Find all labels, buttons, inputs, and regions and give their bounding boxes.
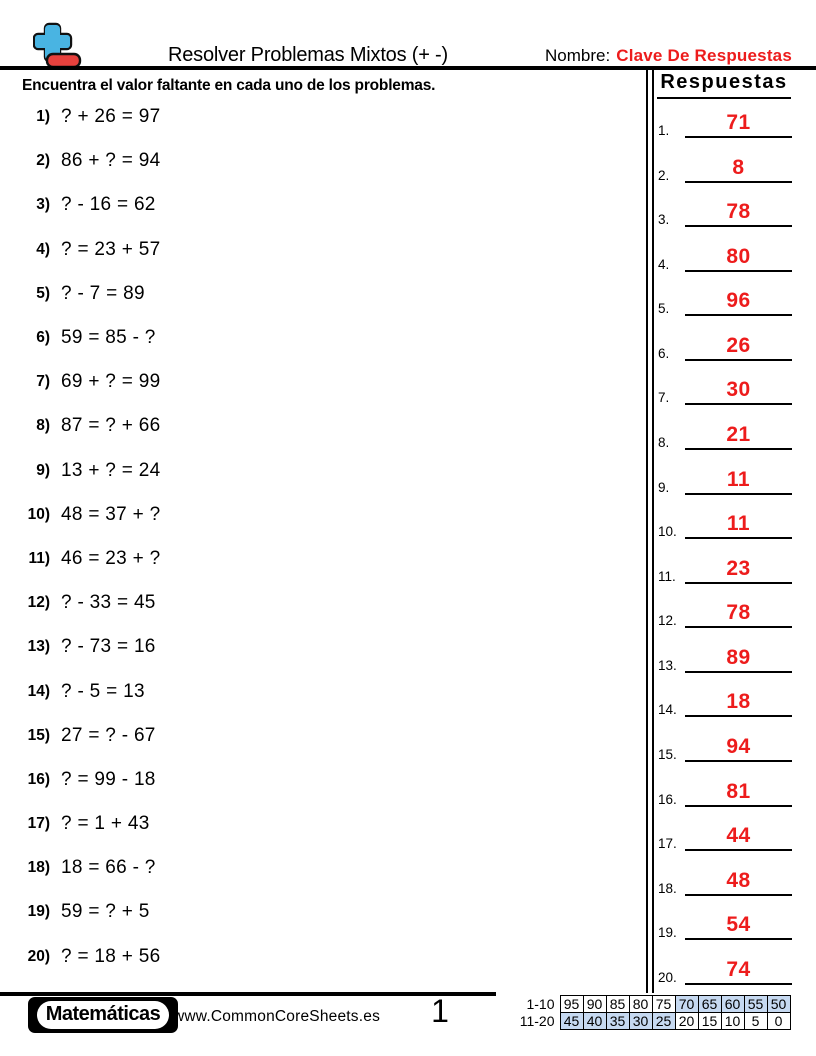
problems-list (0, 95, 620, 979)
answer-blank-line (685, 290, 792, 316)
answer-number: 4. (658, 256, 670, 272)
problem-row (0, 228, 620, 272)
answer-value: 26 (726, 333, 751, 357)
answer-blank-line (685, 469, 792, 495)
answer-number: 8. (658, 435, 670, 451)
score-cell: 80 (629, 996, 652, 1013)
problem-number: 7) (36, 373, 50, 391)
answer-row (652, 183, 802, 228)
answer-number: 15. (658, 747, 677, 763)
answer-row (652, 940, 802, 985)
problem-number: 8) (36, 417, 50, 435)
answer-number: 11. (658, 568, 676, 584)
website-url: www.CommonCoreSheets.es (173, 1008, 381, 1025)
problem-number: 17) (27, 815, 50, 833)
problem-row (0, 404, 620, 448)
answer-row (652, 628, 802, 673)
answer-value: 21 (726, 423, 751, 447)
answer-value: 89 (726, 645, 751, 669)
answer-value: 71 (726, 110, 751, 134)
problem-equation: ? - 5 = 13 (61, 680, 145, 702)
answer-blank-line (685, 736, 792, 762)
problem-number: 9) (36, 461, 50, 479)
answer-row (652, 495, 802, 540)
problem-row (0, 802, 620, 846)
problem-number: 10) (27, 505, 50, 523)
problem-number: 16) (27, 770, 50, 788)
score-grid-row-label: 11-20 (519, 1013, 555, 1029)
problem-equation: ? = 23 + 57 (61, 238, 161, 260)
answer-blank-line (685, 691, 792, 717)
score-grid-row-2 (494, 1013, 790, 1030)
answer-value: 44 (726, 824, 751, 848)
answer-row (652, 361, 802, 406)
answers-list (652, 93, 802, 985)
problem-row (0, 449, 620, 493)
problem-row (0, 493, 620, 537)
problem-row (0, 183, 620, 227)
answer-row (652, 584, 802, 629)
answer-value: 78 (726, 200, 751, 224)
answer-row (652, 93, 802, 138)
problem-row (0, 669, 620, 713)
answer-blank-line (685, 246, 792, 272)
answer-number: 19. (658, 925, 677, 941)
answer-value: 8 (732, 155, 745, 179)
score-cell: 85 (606, 996, 629, 1013)
problem-equation: ? = 1 + 43 (61, 813, 150, 835)
score-cell: 35 (606, 1013, 629, 1030)
name-block (545, 46, 792, 66)
problem-equation: 13 + ? = 24 (61, 459, 161, 481)
answer-row (652, 896, 802, 941)
instructions: Encuentra el valor faltante en cada uno de los problemas. (22, 77, 436, 94)
problem-number: 11) (28, 549, 50, 567)
score-cell: 50 (767, 996, 790, 1013)
answer-blank-line (685, 157, 792, 183)
answer-row (652, 272, 802, 317)
problem-row (0, 316, 620, 360)
answer-row (652, 673, 802, 718)
problem-row (0, 846, 620, 890)
problem-number: 3) (36, 196, 50, 214)
answer-value: 80 (726, 244, 751, 268)
problem-number: 1) (36, 108, 50, 126)
score-cell: 25 (652, 1013, 675, 1030)
answer-number: 20. (658, 969, 677, 985)
brand-label: Matemáticas (37, 1001, 170, 1029)
answer-row (652, 807, 802, 852)
answer-blank-line (685, 914, 792, 940)
answer-number: 5. (658, 301, 670, 317)
answer-value: 54 (726, 913, 751, 937)
score-cell: 45 (560, 1013, 583, 1030)
answer-blank-line (685, 959, 792, 985)
header-rule (0, 66, 816, 70)
problem-equation: 86 + ? = 94 (61, 150, 161, 172)
answer-number: 3. (658, 212, 670, 228)
answer-value: 11 (726, 467, 751, 491)
answer-row (652, 405, 802, 450)
answer-row (652, 450, 802, 495)
answer-number: 18. (658, 880, 677, 896)
problem-row (0, 139, 620, 183)
answer-blank-line (685, 335, 792, 361)
answer-blank-line (685, 602, 792, 628)
problem-row (0, 758, 620, 802)
score-cell: 20 (675, 1013, 698, 1030)
problem-equation: 46 = 23 + ? (61, 547, 161, 569)
answer-value: 23 (726, 556, 751, 580)
answer-blank-line (685, 112, 792, 138)
problem-number: 19) (27, 903, 50, 921)
problem-number: 15) (27, 726, 50, 744)
problem-row (0, 272, 620, 316)
answer-value: 94 (726, 735, 751, 759)
answer-row (652, 138, 802, 183)
answer-number: 9. (658, 479, 670, 495)
answer-number: 6. (658, 345, 670, 361)
score-cell: 15 (698, 1013, 721, 1030)
answer-number: 7. (658, 390, 670, 406)
problem-row (0, 95, 620, 139)
problem-equation: 18 = 66 - ? (61, 857, 156, 879)
page-title: Resolver Problemas Mixtos (+ -) (168, 44, 448, 66)
answer-blank-line (685, 781, 792, 807)
answer-blank-line (685, 513, 792, 539)
answer-row (652, 717, 802, 762)
name-label: Nombre: (545, 46, 611, 65)
problem-equation: 69 + ? = 99 (61, 371, 161, 393)
problem-number: 20) (27, 947, 50, 965)
answers-header: Respuestas (657, 71, 790, 99)
problem-row (0, 360, 620, 404)
page-number: 1 (431, 993, 449, 1029)
answer-value: 81 (726, 779, 751, 803)
answer-value: 11 (726, 512, 751, 536)
score-cell: 95 (560, 996, 583, 1013)
problem-number: 14) (27, 682, 50, 700)
problem-number: 13) (27, 638, 50, 656)
answer-row (652, 227, 802, 272)
problem-equation: 87 = ? + 66 (61, 415, 161, 437)
answer-blank-line (685, 558, 792, 584)
problem-equation: ? - 7 = 89 (61, 282, 145, 304)
problem-row (0, 714, 620, 758)
problem-equation: 59 = ? + 5 (61, 901, 150, 923)
problem-equation: 59 = 85 - ? (61, 327, 156, 349)
problem-equation: ? = 18 + 56 (61, 945, 161, 967)
score-cell: 60 (721, 996, 744, 1013)
answer-value: 74 (726, 957, 751, 981)
brand-badge (28, 997, 178, 1033)
answer-number: 10. (658, 524, 677, 540)
answer-blank-line (685, 201, 792, 227)
problem-number: 4) (36, 240, 50, 258)
answer-value: 48 (726, 868, 751, 892)
score-grid-row-1 (494, 996, 790, 1013)
answer-blank-line (685, 647, 792, 673)
score-grid (494, 995, 791, 1030)
problem-number: 5) (36, 284, 50, 302)
score-cell: 40 (583, 1013, 606, 1030)
problem-equation: ? - 16 = 62 (61, 194, 156, 216)
problem-equation: ? - 73 = 16 (61, 636, 156, 658)
answer-blank-line (685, 825, 792, 851)
score-cell: 75 (652, 996, 675, 1013)
score-cell: 30 (629, 1013, 652, 1030)
answer-number: 2. (658, 167, 670, 183)
problem-equation: ? = 99 - 18 (61, 768, 156, 790)
score-cell: 5 (744, 1013, 767, 1030)
answer-number: 1. (658, 122, 670, 138)
problem-row (0, 537, 620, 581)
problem-number: 2) (36, 152, 50, 170)
answer-number: 12. (658, 613, 677, 629)
answer-blank-line (685, 379, 792, 405)
answer-row (652, 762, 802, 807)
answer-number: 14. (658, 702, 677, 718)
score-cell: 0 (767, 1013, 790, 1030)
answer-number: 17. (658, 836, 677, 852)
answer-blank-line (685, 424, 792, 450)
problem-row (0, 581, 620, 625)
problem-equation: 48 = 37 + ? (61, 503, 161, 525)
problem-number: 12) (27, 594, 50, 612)
problem-equation: 27 = ? - 67 (61, 724, 156, 746)
problem-equation: ? + 26 = 97 (61, 106, 161, 128)
answer-row (652, 316, 802, 361)
score-cell: 70 (675, 996, 698, 1013)
answer-value: 30 (726, 378, 751, 402)
score-cell: 10 (721, 1013, 744, 1030)
score-cell: 65 (698, 996, 721, 1013)
problem-number: 6) (36, 329, 50, 347)
problem-number: 18) (27, 859, 50, 877)
answer-value: 78 (726, 601, 751, 625)
score-grid-row-label: 1-10 (526, 996, 555, 1012)
answer-value: 96 (726, 289, 751, 313)
answer-number: 13. (658, 657, 677, 673)
answer-row (652, 851, 802, 896)
problem-row (0, 935, 620, 979)
score-cell: 90 (583, 996, 606, 1013)
score-cell: 55 (744, 996, 767, 1013)
answer-number: 16. (658, 791, 677, 807)
problem-equation: ? - 33 = 45 (61, 592, 156, 614)
answer-value: 18 (726, 690, 751, 714)
answer-key-label: Clave De Respuestas (616, 46, 792, 65)
answer-row (652, 539, 802, 584)
answer-blank-line (685, 870, 792, 896)
problem-row (0, 625, 620, 669)
problem-row (0, 890, 620, 934)
